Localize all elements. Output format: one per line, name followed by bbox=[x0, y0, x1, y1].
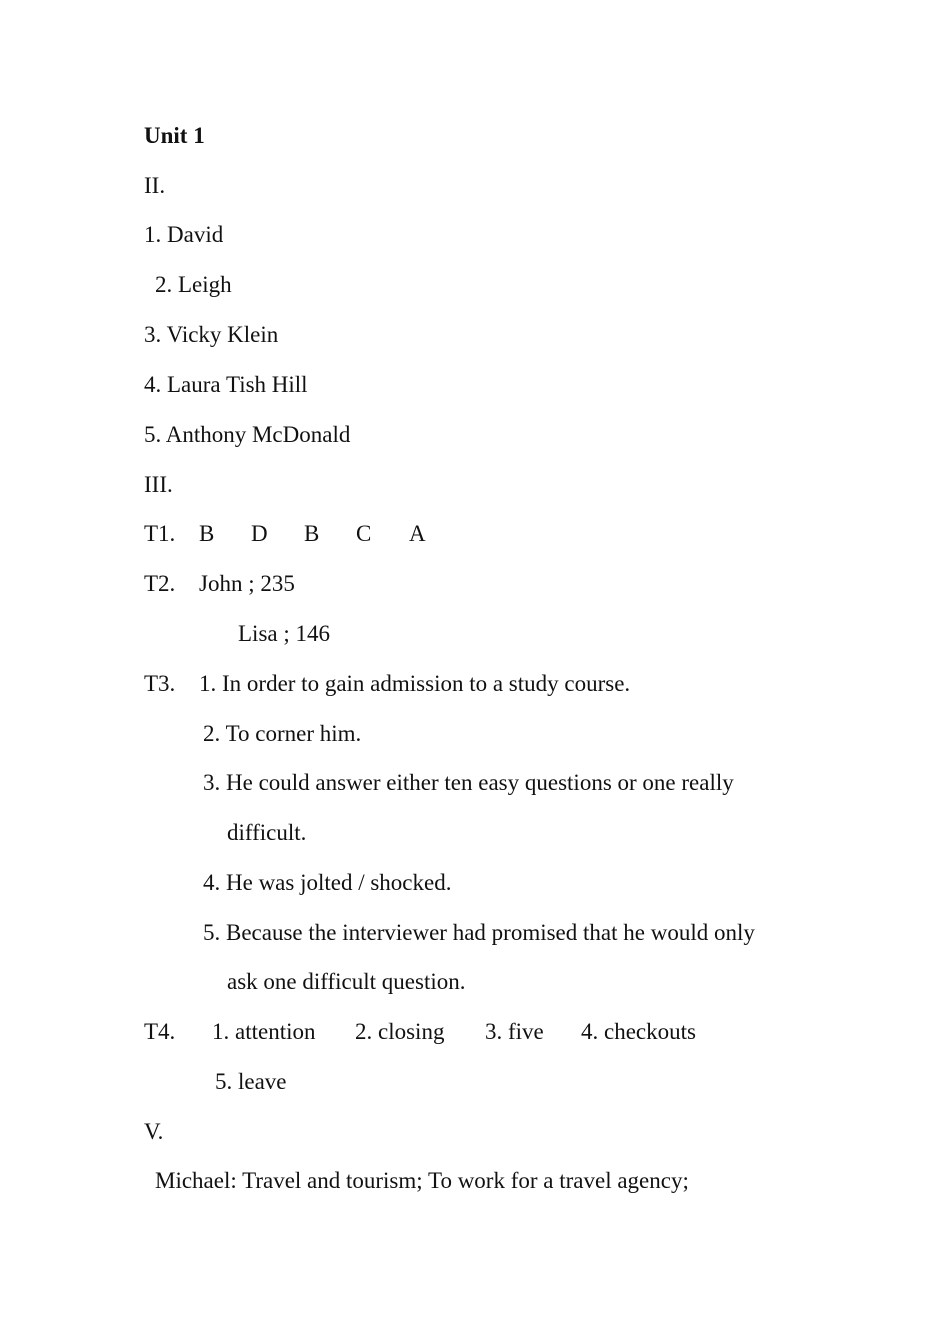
t4-answer: 2. closing bbox=[355, 1019, 445, 1044]
t4-answer: 5. leave bbox=[215, 1069, 287, 1094]
t4-answer: 3. five bbox=[485, 1019, 544, 1044]
t4-answer: 4. checkouts bbox=[581, 1019, 696, 1044]
section-ii-item: 2. Leigh bbox=[155, 272, 232, 297]
section-v-heading: V. bbox=[144, 1119, 164, 1144]
t1-answer: C bbox=[356, 521, 372, 546]
section-ii-item: 1. David bbox=[144, 222, 224, 247]
section-ii-item: 5. Anthony McDonald bbox=[144, 422, 351, 447]
t4-label: T4. bbox=[144, 1019, 176, 1044]
section-ii-heading: II. bbox=[144, 173, 166, 198]
unit-title: Unit 1 bbox=[144, 123, 205, 148]
t1-answer: B bbox=[199, 521, 215, 546]
section-iii-heading: III. bbox=[144, 472, 173, 497]
t3-item: 1. In order to gain admission to a study course. bbox=[199, 671, 631, 696]
t1-answer: A bbox=[409, 521, 426, 546]
t2-label: T2. bbox=[144, 571, 176, 596]
t2-line: John ; 235 bbox=[199, 571, 295, 596]
section-ii-item: 3. Vicky Klein bbox=[144, 322, 279, 347]
t1-label: T1. bbox=[144, 521, 176, 546]
t3-label: T3. bbox=[144, 671, 176, 696]
t3-item-continued: difficult. bbox=[227, 820, 307, 845]
t3-item: 3. He could answer either ten easy questions or one really bbox=[203, 770, 734, 795]
t4-answer: 1. attention bbox=[212, 1019, 316, 1044]
t3-item: 5. Because the interviewer had promised that he would only bbox=[203, 920, 755, 945]
t1-answer: B bbox=[304, 521, 320, 546]
t1-answer: D bbox=[251, 521, 268, 546]
t3-item-continued: ask one difficult question. bbox=[227, 969, 466, 994]
t3-item: 4. He was jolted / shocked. bbox=[203, 870, 452, 895]
section-ii-item: 4. Laura Tish Hill bbox=[144, 372, 308, 397]
t2-line: Lisa ; 146 bbox=[238, 621, 330, 646]
t3-item: 2. To corner him. bbox=[203, 721, 362, 746]
section-v-line: Michael: Travel and tourism; To work for a travel agency; bbox=[155, 1168, 689, 1193]
